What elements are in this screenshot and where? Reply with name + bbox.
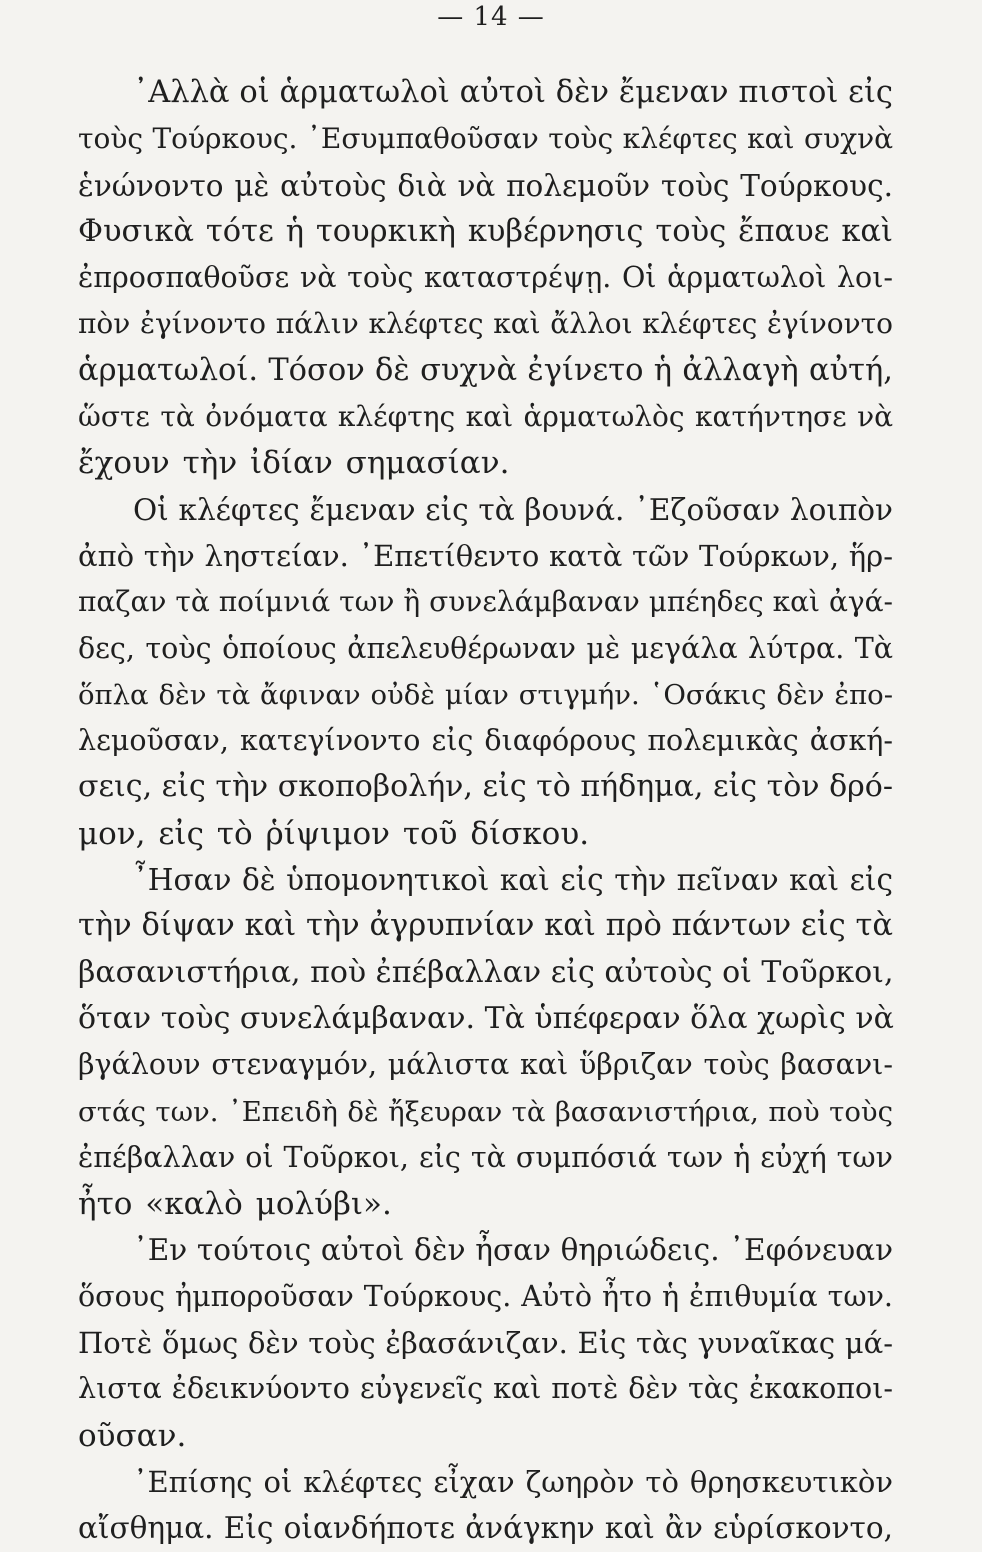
page-number: — 14 — xyxy=(437,2,545,32)
text-line: οῦσαν. xyxy=(78,1417,187,1454)
text-line: ᾿Αλλὰ οἱ ἁρματωλοὶ αὐτοὶ δὲν ἔμεναν πιστοὶ εἰς xyxy=(133,75,893,110)
text-line: ἐπροσπαθοῦσε νὰ τοὺς καταστρέψῃ. Οἱ ἁρματωλοὶ λοι- xyxy=(78,261,893,295)
text-line: ὅσους ἠμποροῦσαν Τούρκους. Αὐτὸ ἦτο ἡ ἐπιθυμία των. xyxy=(78,1279,893,1313)
text-line: τοὺς Τούρκους. ᾿Εσυμπαθοῦσαν τοὺς κλέφτες καὶ συχνὰ xyxy=(78,122,893,156)
text-line: δες, τοὺς ὁποίους ἀπελευθέρωναν μὲ μεγάλα λύτρα. Τὰ xyxy=(78,631,893,665)
text-line: τὴν δίψαν καὶ τὴν ἀγρυπνίαν καὶ πρὸ πάντων εἰς τὰ xyxy=(78,908,893,944)
text-line: λεμοῦσαν, κατεγίνοντο εἰς διαφόρους πολεμικὰς ἀσκή- xyxy=(78,724,893,758)
text-line: μον, εἰς τὸ ῥίψιμον τοῦ δίσκου. xyxy=(78,815,590,852)
text-line: ᾿Επίσης οἱ κλέφτες εἶχαν ζωηρὸν τὸ θρησκευτικὸν xyxy=(133,1464,893,1499)
text-line: ῏Ησαν δὲ ὑπομονητικοὶ καὶ εἰς τὴν πεῖναν καὶ εἰς xyxy=(133,863,893,898)
text-line: πὸν ἐγίνοντο πάλιν κλέφτες καὶ ἄλλοι κλέφτες ἐγίνοντο xyxy=(78,307,893,341)
text-line: στάς των. ᾿Επειδὴ δὲ ἤξευραν τὰ βασανιστήρια, ποὺ τοὺς xyxy=(78,1095,893,1128)
text-line: ἦτο «καλὸ μολύβι». xyxy=(78,1186,392,1223)
body-text xyxy=(78,70,893,1552)
text-line: βασανιστήρια, ποὺ ἐπέβαλλαν εἰς αὐτοὺς οἱ Τοῦρκοι, xyxy=(78,954,894,990)
text-line: ἑνώνοντο μὲ αὐτοὺς διὰ νὰ πολεμοῦν τοὺς Τούρκους. xyxy=(78,168,893,203)
text-line: ὅταν τοὺς συνελάμβαναν. Τὰ ὑπέφεραν ὅλα χωρὶς νὰ xyxy=(78,1000,894,1036)
text-line: ἁρματωλοί. Τόσον δὲ συχνὰ ἐγίνετο ἡ ἀλλαγὴ αὐτή, xyxy=(78,352,893,388)
text-line: ὥστε τὰ ὀνόματα κλέφτης καὶ ἁρματωλὸς κατήντησε νὰ xyxy=(78,400,893,434)
text-line: ἔχουν τὴν ἰδίαν σημασίαν. xyxy=(78,445,510,482)
text-line: σεις, εἰς τὴν σκοποβολήν, εἰς τὸ πήδημα, εἰς τὸν δρό- xyxy=(78,769,893,805)
text-line: παζαν τὰ ποίμνιά των ἢ συνελάμβαναν μπέηδες καὶ ἀγά- xyxy=(78,585,893,619)
text-line: ὅπλα δὲν τὰ ἄφιναν οὐδὲ μίαν στιγμήν. ῾Οσάκις δὲν ἐπο- xyxy=(78,678,893,711)
text-line: ἀπὸ τὴν ληστείαν. ᾿Επετίθεντο κατὰ τῶν Τούρκων, ἥρ- xyxy=(78,538,893,573)
text-line: ἐπέβαλλαν οἱ Τοῦρκοι, εἰς τὰ συμπόσιά των ἡ εὐχή των xyxy=(78,1140,893,1174)
text-line: αἴσθημα. Εἰς οἱανδήποτε ἀνάγκην καὶ ἂν εὑρίσκοντο, xyxy=(78,1511,893,1546)
text-line: Φυσικὰ τότε ἡ τουρκικὴ κυβέρνησις τοὺς ἔπαυε καὶ xyxy=(78,213,893,249)
text-line: ᾿Εν τούτοις αὐτοὶ δὲν ἦσαν θηριώδεις. ᾿Εφόνευαν xyxy=(133,1233,893,1268)
text-line: βγάλουν στεναγμόν, μάλιστα καὶ ὕβριζαν τοὺς βασανι- xyxy=(78,1048,893,1082)
text-line: Οἱ κλέφτες ἔμεναν εἰς τὰ βουνά. ᾿Εζοῦσαν λοιπὸν xyxy=(133,492,893,527)
text-line: λιστα ἐδεικνύοντο εὐγενεῖς καὶ ποτὲ δὲν τὰς ἐκακοποι- xyxy=(78,1372,893,1406)
text-line: Ποτὲ ὅμως δὲν τοὺς ἐβασάνιζαν. Εἰς τὰς γυναῖκας μά- xyxy=(78,1326,893,1361)
